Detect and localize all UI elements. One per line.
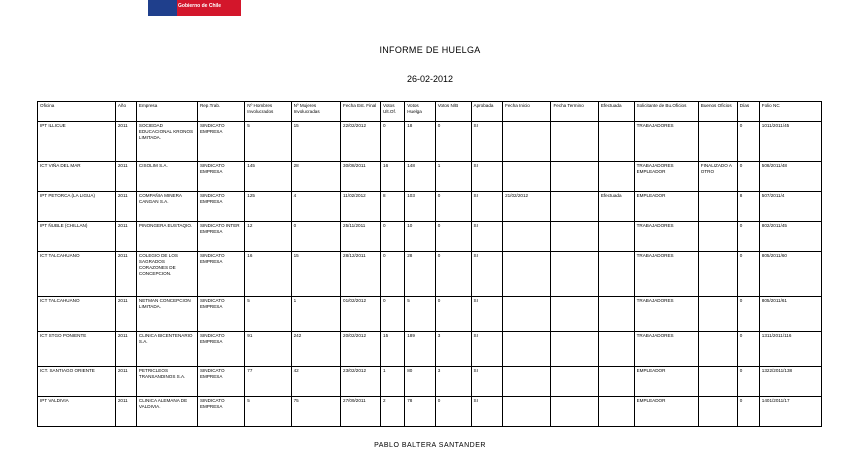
table-cell: 805/2011/61 xyxy=(759,297,821,332)
table-cell xyxy=(551,252,598,297)
table-cell: 0 xyxy=(435,252,471,297)
table-cell xyxy=(698,192,737,222)
table-cell xyxy=(698,297,737,332)
table-cell: 5 xyxy=(245,122,291,162)
table-cell: 2011 xyxy=(115,332,136,367)
table-cell: FINALIZADO A OTRO xyxy=(698,162,737,192)
table-cell: 5 xyxy=(405,297,436,332)
table-cell: 15 xyxy=(291,252,340,297)
table-cell xyxy=(598,332,634,367)
table-cell: 42 xyxy=(291,367,340,397)
report-date: 26-02-2012 xyxy=(406,74,454,84)
table-cell: 01/02/2012 xyxy=(341,297,381,332)
table-cell: 125 xyxy=(245,192,291,222)
table-cell xyxy=(503,252,551,297)
table-cell: 2011 xyxy=(115,367,136,397)
table-cell: 1322/2011/138 xyxy=(759,367,821,397)
column-header: Aprobada xyxy=(471,102,503,122)
table-row xyxy=(38,122,822,162)
table-cell: 0 xyxy=(737,332,759,367)
table-cell: 3 xyxy=(435,367,471,397)
table-cell: IPT ÑUBLE (CHILLAN) xyxy=(38,222,116,252)
table-cell: 30/08/2011 xyxy=(341,162,381,192)
table-cell: 15 xyxy=(291,122,340,162)
table-cell: 145 xyxy=(245,162,291,192)
table-cell: 2011 xyxy=(115,192,136,222)
table-cell: EMPLEADOR xyxy=(634,397,698,427)
table-cell: 148 xyxy=(405,162,436,192)
table-cell: 508/2011/48 xyxy=(759,162,821,192)
table-cell xyxy=(551,122,598,162)
table-cell: 15 xyxy=(381,332,405,367)
table-cell: 103 xyxy=(405,192,436,222)
table-cell: 2011 xyxy=(115,122,136,162)
table-cell xyxy=(698,397,737,427)
table-cell: 0 xyxy=(737,122,759,162)
table-cell: 2 xyxy=(381,397,405,427)
table-cell xyxy=(503,397,551,427)
report-title: INFORME DE HUELGA xyxy=(379,45,481,55)
table-cell: SINDICATO EMPRESA xyxy=(197,397,244,427)
table-cell: 10 xyxy=(405,222,436,252)
table-cell: 1011/2011/45 xyxy=(759,122,821,162)
table-cell: 4 xyxy=(291,192,340,222)
table-cell: SINDICATO EMPRESA xyxy=(197,367,244,397)
table-cell: IPT VALDIVIA xyxy=(38,397,116,427)
table-cell: 22/02/2012 xyxy=(341,122,381,162)
table-cell: SI xyxy=(471,397,503,427)
table-cell: EMPLEADOR xyxy=(634,192,698,222)
table-cell: 28/12/2011 xyxy=(341,252,381,297)
table-cell xyxy=(698,367,737,397)
table-cell: 3 xyxy=(435,332,471,367)
table-cell: SI xyxy=(471,297,503,332)
column-header: Nº Hombres Involucrados xyxy=(245,102,291,122)
table-cell: 0 xyxy=(435,122,471,162)
table-cell: 28 xyxy=(405,252,436,297)
table-cell xyxy=(598,297,634,332)
table-cell: 2011 xyxy=(115,297,136,332)
column-header: Fecha Inicio xyxy=(503,102,551,122)
table-row xyxy=(38,222,822,252)
table-cell: 805/2011/60 xyxy=(759,252,821,297)
gobierno-logo xyxy=(148,0,241,16)
table-cell: 1 xyxy=(381,367,405,397)
table-cell: PINONGERA EUSTAQIO. xyxy=(136,222,197,252)
table-cell xyxy=(698,332,737,367)
table-cell: SI xyxy=(471,222,503,252)
table-cell: 0 xyxy=(381,297,405,332)
table-row xyxy=(38,252,822,297)
signatory-name: PABLO BALTERA SANTANDER xyxy=(374,442,486,449)
table-cell: 2011 xyxy=(115,162,136,192)
table-cell: SOCIEDAD EDUCACIONAL KRONOS LIMITADA. xyxy=(136,122,197,162)
table-cell: NETMAN CONCEPCION LIMITADA. xyxy=(136,297,197,332)
table-cell: 189 xyxy=(405,332,436,367)
table-cell: TRABAJADORES xyxy=(634,332,698,367)
table-cell: TRABAJADORES xyxy=(634,222,698,252)
table-cell: ICT STGO PONIENTE xyxy=(38,332,116,367)
table-cell: 1 xyxy=(435,162,471,192)
table-cell: 2011 xyxy=(115,252,136,297)
table-cell: TRABAJADORES xyxy=(634,252,698,297)
table-cell: ICT TALCAHUANO xyxy=(38,252,116,297)
table-cell: 23/02/2012 xyxy=(341,367,381,397)
table-cell xyxy=(698,222,737,252)
table-cell: IPT ILLICUE xyxy=(38,122,116,162)
table-cell: 0 xyxy=(435,397,471,427)
table-cell xyxy=(551,162,598,192)
column-header: Fecha Est. Final xyxy=(341,102,381,122)
table-cell: COLEGIO DE LOS SAGRADOS CORAZONES DE CONCEPCION. xyxy=(136,252,197,297)
logo-blue-block xyxy=(148,0,177,16)
table-cell xyxy=(551,367,598,397)
table-cell: CLINICA BICENTENARIO S.A. xyxy=(136,332,197,367)
table-cell: SI xyxy=(471,252,503,297)
table-cell: 0 xyxy=(737,162,759,192)
table-cell xyxy=(598,367,634,397)
table-cell xyxy=(551,222,598,252)
table-cell: 75 xyxy=(291,397,340,427)
table-cell: 8 xyxy=(381,192,405,222)
table-cell: 12 xyxy=(245,222,291,252)
table-cell: SI xyxy=(471,332,503,367)
table-cell xyxy=(698,252,737,297)
table-cell xyxy=(503,367,551,397)
table-cell xyxy=(598,162,634,192)
table-cell: PETRICLEOS TRANSANDINOS S.A. xyxy=(136,367,197,397)
table-cell: 20/02/2012 xyxy=(341,332,381,367)
table-header-row xyxy=(38,102,822,122)
table-cell: 80 xyxy=(405,367,436,397)
table-cell: ICT TALCAHUANO xyxy=(38,297,116,332)
table-cell: ICT. SANTIAGO ORIENTE xyxy=(38,367,116,397)
table-cell: SI xyxy=(471,192,503,222)
column-header: Nº Mujeres Involucradas xyxy=(291,102,340,122)
column-header: Solicitante de Bu.Oficios xyxy=(634,102,698,122)
table-cell xyxy=(598,397,634,427)
table-cell: 2011 xyxy=(115,397,136,427)
table-cell: SI xyxy=(471,122,503,162)
table-cell: 1401/2011/17 xyxy=(759,397,821,427)
table-cell: IPT PETORCA (LA LIGUA) xyxy=(38,192,116,222)
table-cell xyxy=(551,332,598,367)
column-header: Efectuada xyxy=(598,102,634,122)
table-cell: 0 xyxy=(435,192,471,222)
table-cell: 0 xyxy=(737,297,759,332)
table-cell: Efectuada xyxy=(598,192,634,222)
column-header: Rep.Trab. xyxy=(197,102,244,122)
table-cell: 21/02/2012 xyxy=(503,192,551,222)
column-header: Oficina xyxy=(38,102,116,122)
table-cell: TRABAJADORES xyxy=(634,297,698,332)
table-cell: ICT VIÑA DEL MAR xyxy=(38,162,116,192)
table-cell: EMPLEADOR xyxy=(634,367,698,397)
table-cell: CISOLIM S.A. xyxy=(136,162,197,192)
column-header: Folio NC xyxy=(759,102,821,122)
table-cell xyxy=(598,122,634,162)
table-cell xyxy=(503,222,551,252)
table-cell: SINDICATO INTER EMPRESA xyxy=(197,222,244,252)
column-header: Año xyxy=(115,102,136,122)
table-cell: 0 xyxy=(291,222,340,252)
column-header: Votos Ult.Of. xyxy=(381,102,405,122)
table-cell: 27/09/2011 xyxy=(341,397,381,427)
table-cell xyxy=(598,252,634,297)
table-cell: SINDICATO EMPRESA xyxy=(197,122,244,162)
table-cell: SINDICATO EMPRESA xyxy=(197,162,244,192)
logo-text: Gobierno de Chile xyxy=(178,3,222,9)
strike-report-table xyxy=(37,101,822,427)
table-cell: SINDICATO EMPRESA xyxy=(197,192,244,222)
table-cell: 0 xyxy=(737,252,759,297)
table-cell xyxy=(503,122,551,162)
table-cell: 5 xyxy=(245,297,291,332)
table-cell: 2011 xyxy=(115,222,136,252)
table-cell: COMPAÑIA MINERA CANGAN S.A. xyxy=(136,192,197,222)
table-cell xyxy=(551,192,598,222)
table-row xyxy=(38,332,822,367)
table-cell: SINDICATO EMPRESA xyxy=(197,252,244,297)
table-cell: 0 xyxy=(737,367,759,397)
table-cell xyxy=(598,222,634,252)
table-cell: 0 xyxy=(381,122,405,162)
table-cell xyxy=(503,162,551,192)
column-header: Buenos Oficios xyxy=(698,102,737,122)
table-cell: 507/2011/4 xyxy=(759,192,821,222)
table-cell: 16 xyxy=(381,162,405,192)
table-row xyxy=(38,367,822,397)
table-cell: TRABAJADORES EMPLEADOR xyxy=(634,162,698,192)
table-row xyxy=(38,162,822,192)
table-cell: 242 xyxy=(291,332,340,367)
table-row xyxy=(38,397,822,427)
table-cell: 0 xyxy=(381,222,405,252)
table-row xyxy=(38,192,822,222)
table-cell: 18 xyxy=(405,122,436,162)
table-cell: 0 xyxy=(737,222,759,252)
table-cell: 802/2011/45 xyxy=(759,222,821,252)
table-cell: 8 xyxy=(737,192,759,222)
table-cell: TRABAJADORES xyxy=(634,122,698,162)
table-cell xyxy=(698,122,737,162)
table-cell: 0 xyxy=(737,397,759,427)
table-cell: SINDICATO EMPRESA xyxy=(197,332,244,367)
column-header: Empresa xyxy=(136,102,197,122)
table-cell: 1311/2011/116 xyxy=(759,332,821,367)
column-header: Días xyxy=(737,102,759,122)
table-cell: 25/11/2011 xyxy=(341,222,381,252)
table-cell xyxy=(551,297,598,332)
table-cell: 16 xyxy=(245,252,291,297)
table-cell xyxy=(503,297,551,332)
table-cell: 0 xyxy=(381,252,405,297)
table-cell: 28 xyxy=(291,162,340,192)
column-header: Fecha Termino xyxy=(551,102,598,122)
table-cell: 78 xyxy=(405,397,436,427)
table-cell: 1 xyxy=(291,297,340,332)
table-cell: 11/02/2012 xyxy=(341,192,381,222)
column-header: Votos Huelga xyxy=(405,102,436,122)
table-cell: SI xyxy=(471,162,503,192)
table-cell: 77 xyxy=(245,367,291,397)
table-cell xyxy=(503,332,551,367)
table-cell xyxy=(551,397,598,427)
table-cell: 0 xyxy=(435,297,471,332)
table-cell: 0 xyxy=(435,222,471,252)
table-cell: 91 xyxy=(245,332,291,367)
table-cell: SINDICATO EMPRESA xyxy=(197,297,244,332)
column-header: Votos N/B xyxy=(435,102,471,122)
table-cell: 5 xyxy=(245,397,291,427)
table-cell: CLINICA ALEMANA DE VALDIVIA. xyxy=(136,397,197,427)
table-row xyxy=(38,297,822,332)
table-cell: SI xyxy=(471,367,503,397)
